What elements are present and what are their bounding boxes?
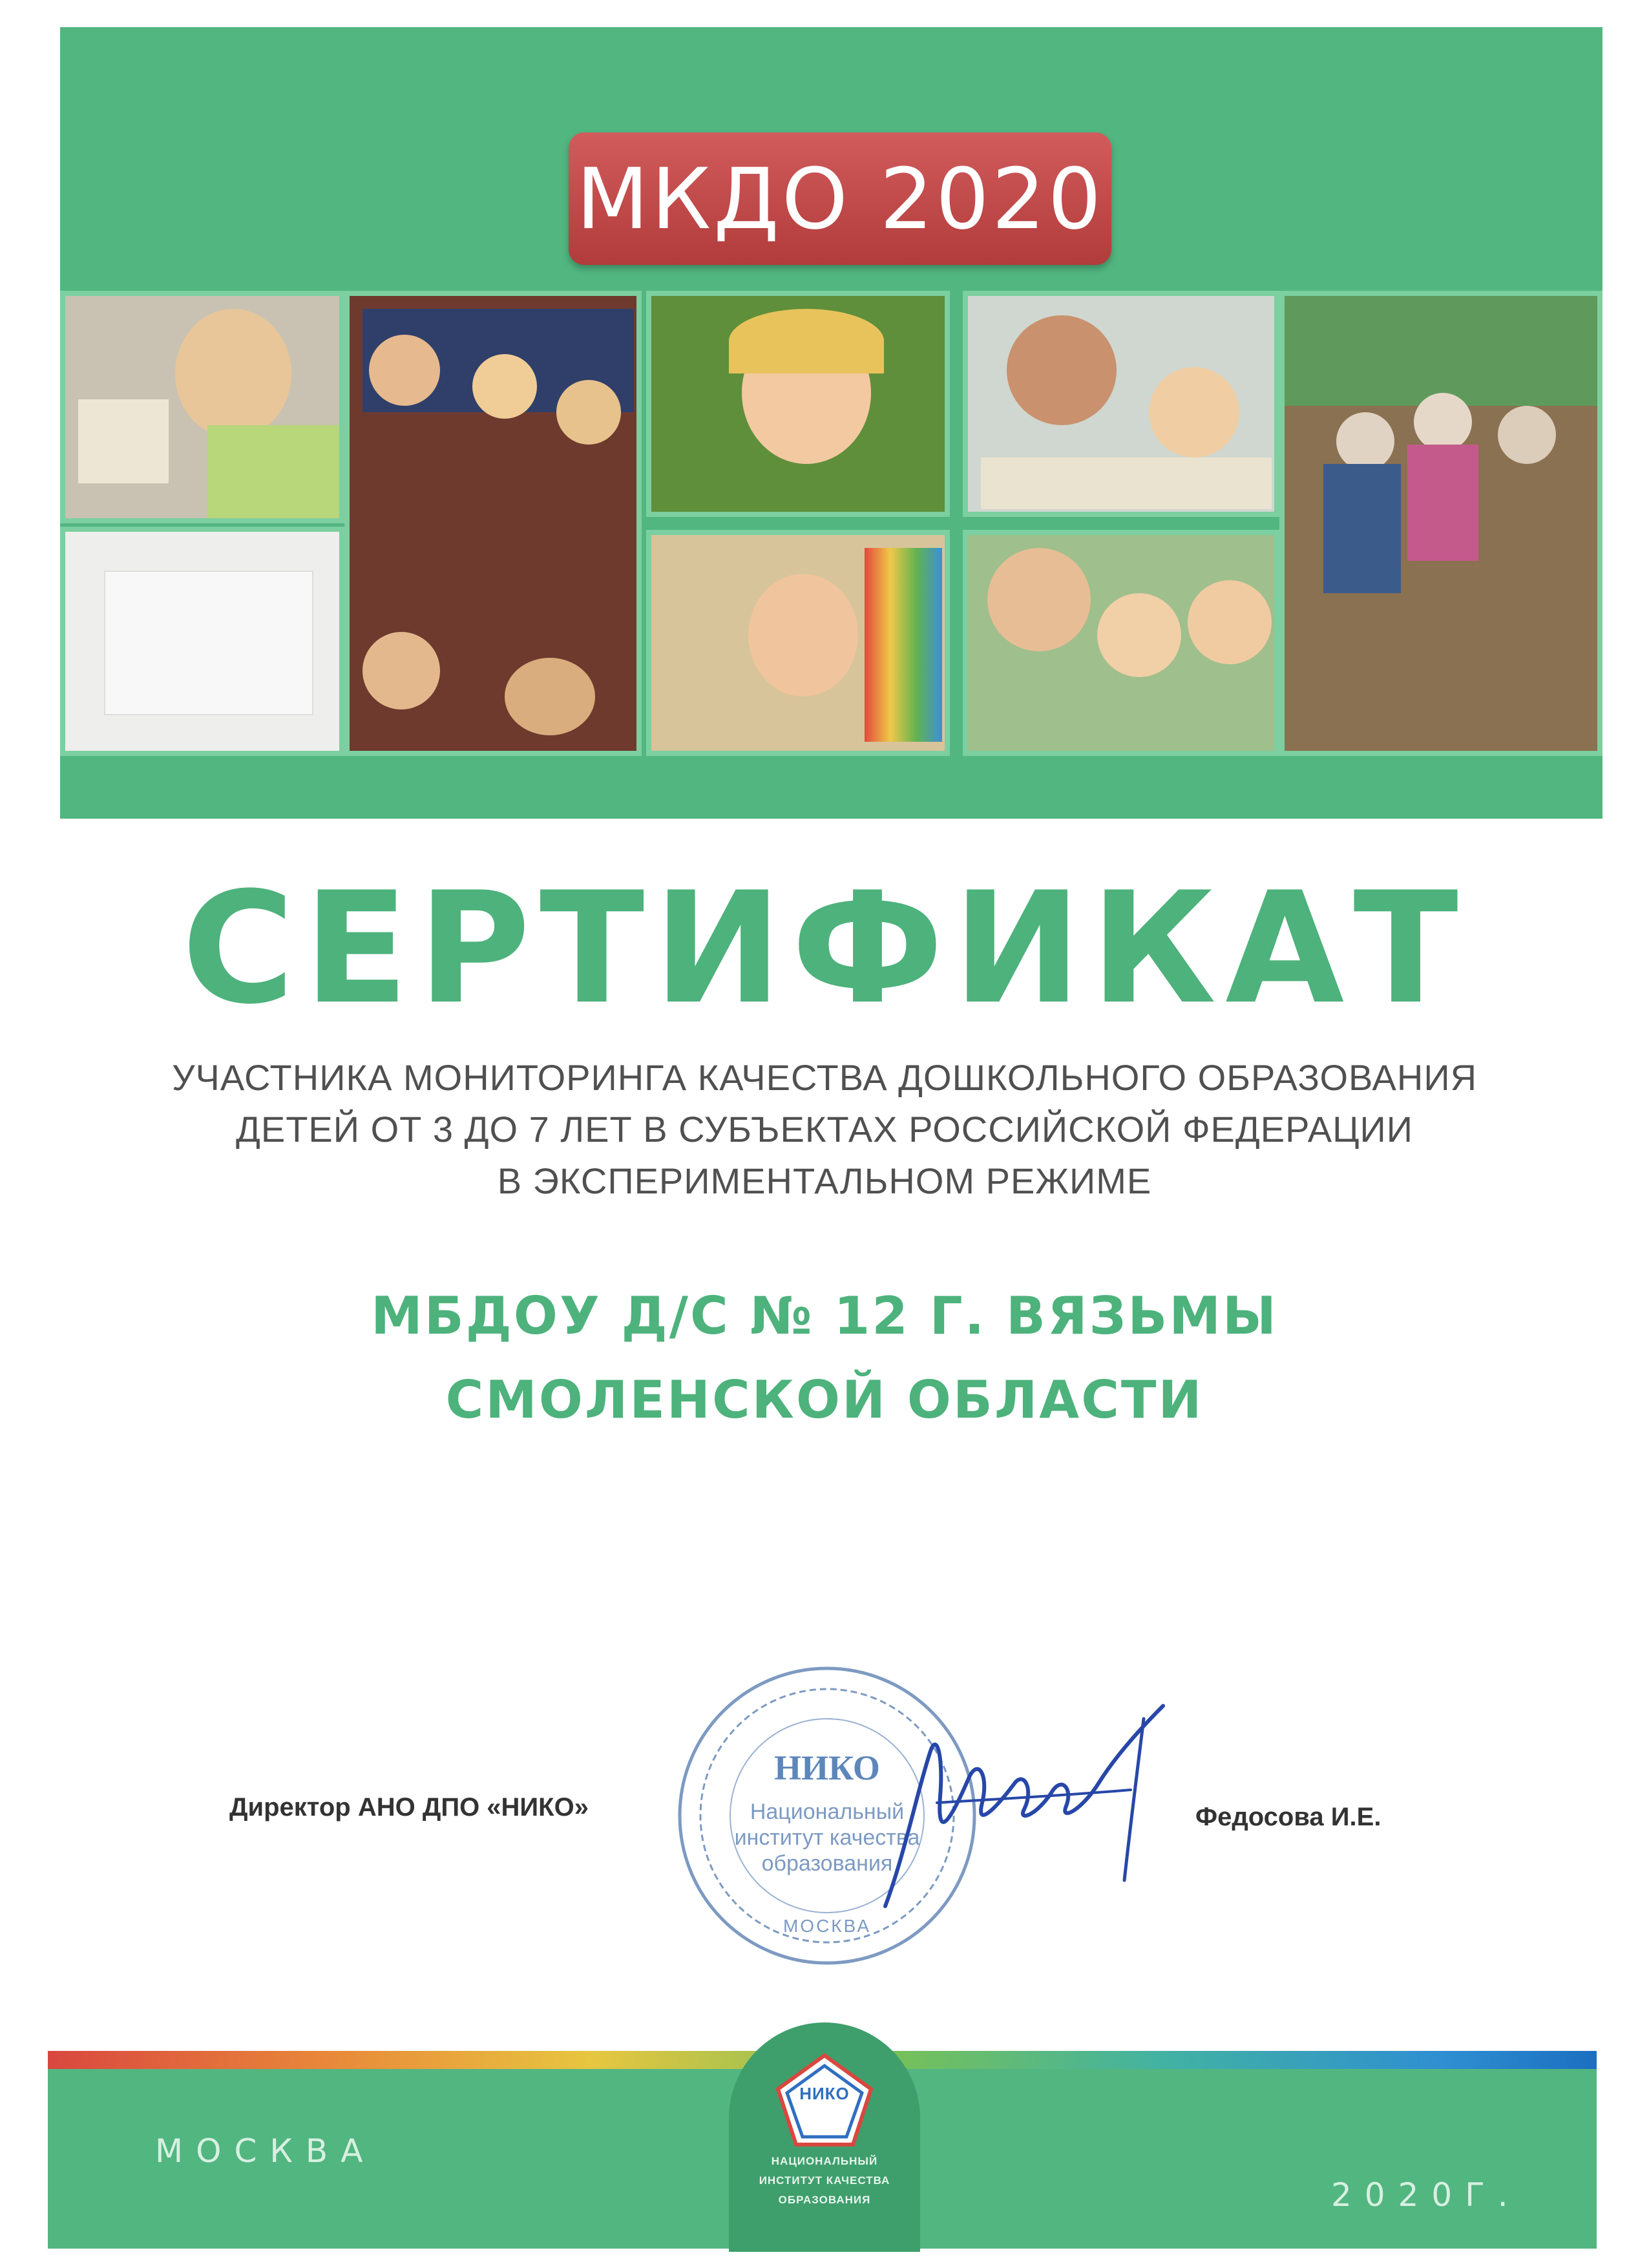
footer-city: МОСКВА xyxy=(155,2132,376,2170)
photo-circle-group xyxy=(344,291,642,756)
subtitle-line-1: УЧАСТНИКА МОНИТОРИНГА КАЧЕСТВА ДОШКОЛЬНОГО ОБРАЗОВАНИЯ xyxy=(171,1057,1478,1098)
photo-children-reading xyxy=(963,530,1279,756)
photo-girl-grass xyxy=(646,291,950,517)
seal-line-1: Национальный xyxy=(750,1800,905,1824)
handwritten-signature-icon xyxy=(859,1693,1195,1926)
footer-logo-abbr: НИКО xyxy=(799,2084,850,2103)
footer-logo-line-2: ИНСТИТУТ КАЧЕСТВА xyxy=(759,2174,890,2187)
subtitle-line-2: ДЕТЕЙ ОТ 3 ДО 7 ЛЕТ В СУБЪЕКТАХ РОССИЙСКОЙ ФЕДЕРАЦИИ xyxy=(235,1109,1414,1150)
signatory-name: Федосова И.Е. xyxy=(1195,1803,1381,1831)
subtitle-line-3: В ЭКСПЕРИМЕНТАЛЬНОМ РЕЖИМЕ xyxy=(497,1160,1152,1201)
certificate-title: СЕРТИФИКАТ xyxy=(182,859,1467,1038)
organization-line-1: МБДОУ Д/С № 12 Г. ВЯЗЬМЫ xyxy=(371,1286,1278,1346)
footer-logo-line-3: ОБРАЗОВАНИЯ xyxy=(778,2194,871,2206)
photo-papers xyxy=(60,527,344,756)
organization-line-2: СМОЛЕНСКОЙ ОБЛАСТИ xyxy=(445,1370,1204,1430)
signatory-position: Директор АНО ДПО «НИКО» xyxy=(229,1793,589,1822)
event-badge xyxy=(569,132,1111,265)
seal-abbreviation: НИКО xyxy=(774,1748,880,1787)
seal-city: МОСКВА xyxy=(782,1916,872,1936)
photo-teacher-table xyxy=(963,291,1279,517)
footer-year: 2020Г. xyxy=(1331,2176,1521,2214)
footer-logo-line-1: НАЦИОНАЛЬНЫЙ xyxy=(771,2155,878,2167)
photo-boy-blocks xyxy=(60,291,344,523)
seal-line-3: образования xyxy=(761,1851,893,1876)
event-badge-label: МКДО 2020 xyxy=(576,149,1104,248)
seal-line-2: институт качества xyxy=(734,1825,920,1850)
photo-children-outdoor xyxy=(1279,291,1602,756)
photo-girl-window xyxy=(646,530,950,756)
